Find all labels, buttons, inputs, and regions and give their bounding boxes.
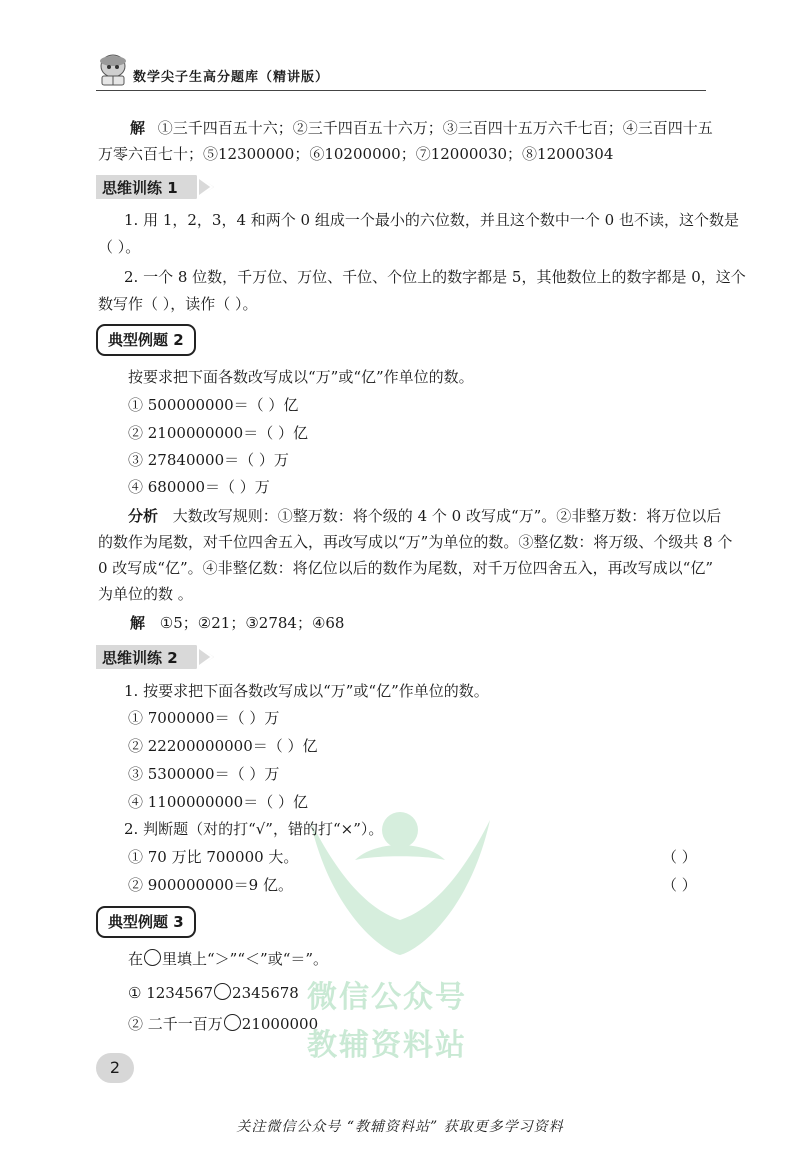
training-1-q1-line2: （ ）。 — [98, 238, 141, 256]
page-number: 2 — [96, 1053, 134, 1083]
solution-1-line2: 万零六百七十；⑤12300000；⑥10200000；⑦12000030；⑧12000304 — [98, 145, 614, 163]
header-mascot-icon — [96, 52, 130, 88]
header-book-title: 数学尖子生高分题库（精讲版） — [133, 70, 330, 85]
judge-item: ② 900000000＝9 亿。 — [128, 876, 293, 894]
training-2-item: ① 7000000＝（ ）万 — [128, 709, 280, 727]
example-2-tag: 典型例题 2 — [96, 324, 196, 356]
watermark-line2: 教辅资料站 — [307, 1028, 467, 1063]
example-2-solution — [130, 612, 344, 634]
solution-1-line1 — [130, 117, 713, 139]
compare-left: ② 二千一百万 — [128, 1015, 223, 1033]
example-2-item: ④ 680000＝（ ）万 — [128, 478, 270, 496]
solution-text: ①5；②21；③2784；④68 — [159, 614, 345, 632]
training-1-q2-line1: 2. 一个 8 位数，千万位、万位、千位、个位上的数字都是 5，其他数位上的数字都是 0，这个 — [124, 268, 746, 286]
blank-circle-icon — [214, 983, 231, 1000]
header-divider — [96, 90, 706, 91]
training-1-title: 思维训练 1 — [102, 179, 178, 197]
solution-label: 解 — [130, 614, 146, 632]
analysis-line3: 0 改写成“亿”。④非整亿数：将亿位以后的数作为尾数，对千万位四舍五入，再改写成以“亿” — [98, 559, 713, 577]
watermark-line1: 微信公众号 — [307, 980, 467, 1015]
example-2-item: ③ 27840000＝（ ）万 — [128, 451, 289, 469]
analysis-line4: 为单位的数 。 — [98, 585, 193, 603]
training-2-title: 思维训练 2 — [102, 649, 178, 667]
analysis-text: 大数改写规则：①整万数：将个级的 4 个 0 改写成“万”。②非整万数：将万位以后 — [172, 507, 722, 525]
training-1-q1-line1: 1. 用 1，2，3，4 和两个 0 组成一个最小的六位数，并且这个数中一个 0 也不读，这个数是 — [124, 211, 739, 229]
analysis-line1 — [128, 505, 721, 527]
example-2-prompt: 按要求把下面各数改写成以“万”或“亿”作单位的数。 — [128, 368, 474, 386]
solution-text: ①三千四百五十六；②三千四百五十六万；③三百四十五万六千七百；④三百四十五 — [157, 119, 713, 137]
prompt-text: 在 — [128, 950, 144, 968]
example-2-item: ① 500000000＝（ ）亿 — [128, 396, 299, 414]
compare-right: 21000000 — [241, 1015, 319, 1033]
training-2-item: ④ 1100000000＝（ ）亿 — [128, 793, 308, 811]
training-2-item: ③ 5300000＝（ ）万 — [128, 765, 280, 783]
example-3-prompt — [128, 948, 328, 970]
compare-right: 2345678 — [232, 984, 299, 1002]
training-1-tag — [96, 175, 216, 203]
example-3-item2 — [128, 1013, 318, 1035]
blank-circle-icon — [144, 949, 161, 966]
judge-item: ① 70 万比 700000 大。 — [128, 848, 299, 866]
example-3-tag: 典型例题 3 — [96, 906, 196, 938]
footer-note: 关注微信公众号 “教辅资料站” 获取更多学习资料 — [236, 1119, 564, 1135]
prompt-text: 里填上“＞”“＜”或“＝”。 — [162, 950, 329, 968]
example-3-item1 — [128, 982, 299, 1004]
example-2-item: ② 2100000000＝（ ）亿 — [128, 424, 308, 442]
compare-left: ① 1234567 — [128, 984, 214, 1002]
training-1-q2-line2: 数写作（ ），读作（ ）。 — [98, 295, 258, 313]
analysis-label: 分析 — [128, 507, 159, 525]
training-2-item: ② 22200000000＝（ ）亿 — [128, 737, 318, 755]
training-2-q1-prompt: 1. 按要求把下面各数改写成以“万”或“亿”作单位的数。 — [124, 682, 489, 700]
analysis-line2: 的数作为尾数，对千位四舍五入，再改写成以“万”为单位的数。③整亿数：将万级、个级共 8 个 — [98, 533, 733, 551]
answer-paren: （ ） — [662, 876, 697, 894]
training-2-tag — [96, 645, 216, 673]
solution-label: 解 — [130, 119, 146, 137]
training-2-q2-prompt: 2. 判断题（对的打“√”，错的打“×”）。 — [124, 820, 384, 838]
blank-circle-icon — [224, 1014, 241, 1031]
answer-paren: （ ） — [662, 848, 697, 866]
